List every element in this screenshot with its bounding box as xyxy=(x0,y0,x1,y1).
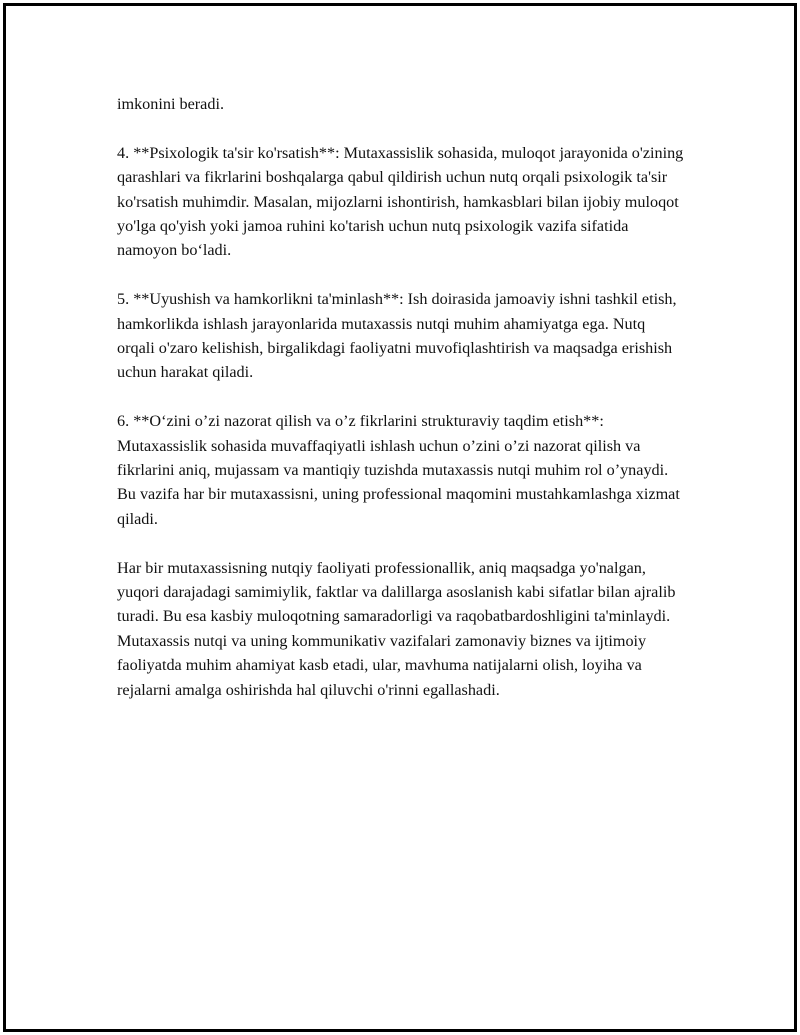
paragraph-item-5: 5. **Uyushish va hamkorlikni ta'minlash**: Ish doirasida jamoaviy ishni tashkil etish, hamkorlikda ishlash jarayonlarida mutaxassis nutqi muhim ahamiyatga ega. Nutq orqali o'zaro kelishish, birgalikdagi faoliyatni muvofiqlashtirish va maqsadga erishish uchun harakat qiladi. xyxy=(117,290,677,382)
paragraph-item-4: 4. **Psixologik ta'sir ko'rsatish**: Mutaxassislik sohasida, muloqot jarayonida o'zining qarashlari va fikrlarini boshqalarga qabul qildirish uchun nutq orqali psixologik ta'sir ko'rsatish muhimdir. Masalan, mijozlarni ishontirish, hamkasblari bilan ijobiy muloqot yo'lga qo'yish yoki jamoa ruhini ko'tarish uchun nutq psixologik vazifa sifatida namoyon bo‘ladi. xyxy=(117,143,684,260)
paragraph-item-6: 6. **O‘zini o’zi nazorat qilish va o’z fikrlarini strukturaviy taqdim etish**: Mutaxassislik sohasida muvaffaqiyatli ishlash uchun o’zini o’zi nazorat qilish va fikrlarini aniq, mujassam va mantiqiy tuzishda mutaxassis nutqi muhim rol o’ynaydi. Bu vazifa har bir mutaxassisni, uning professional maqomini mustahkamlashga xizmat qiladi. xyxy=(117,412,680,528)
paragraph-conclusion: Har bir mutaxassisning nutqiy faoliyati professionallik, aniq maqsadga yo'nalgan, yuqori darajadagi samimiylik, faktlar va dalillarga asoslanish kabi sifatlar bilan ajralib turadi. Bu esa kasbiy muloqotning samaradorligi va raqobatbardoshligini ta'minlaydi. Mutaxassis nutqi va uning kommunikativ vazifalari zamonaviy biznes va ijtimoiy faoliyatda muhim ahamiyat kasb etadi, ular, mavhuma natijalarni olish, loyiha va rejalarni amalga oshirishda hal qiluvchi o'rinni egallashadi. xyxy=(117,558,676,699)
document-body xyxy=(117,92,687,726)
paragraph-continuation: imkonini beradi. xyxy=(117,95,224,113)
